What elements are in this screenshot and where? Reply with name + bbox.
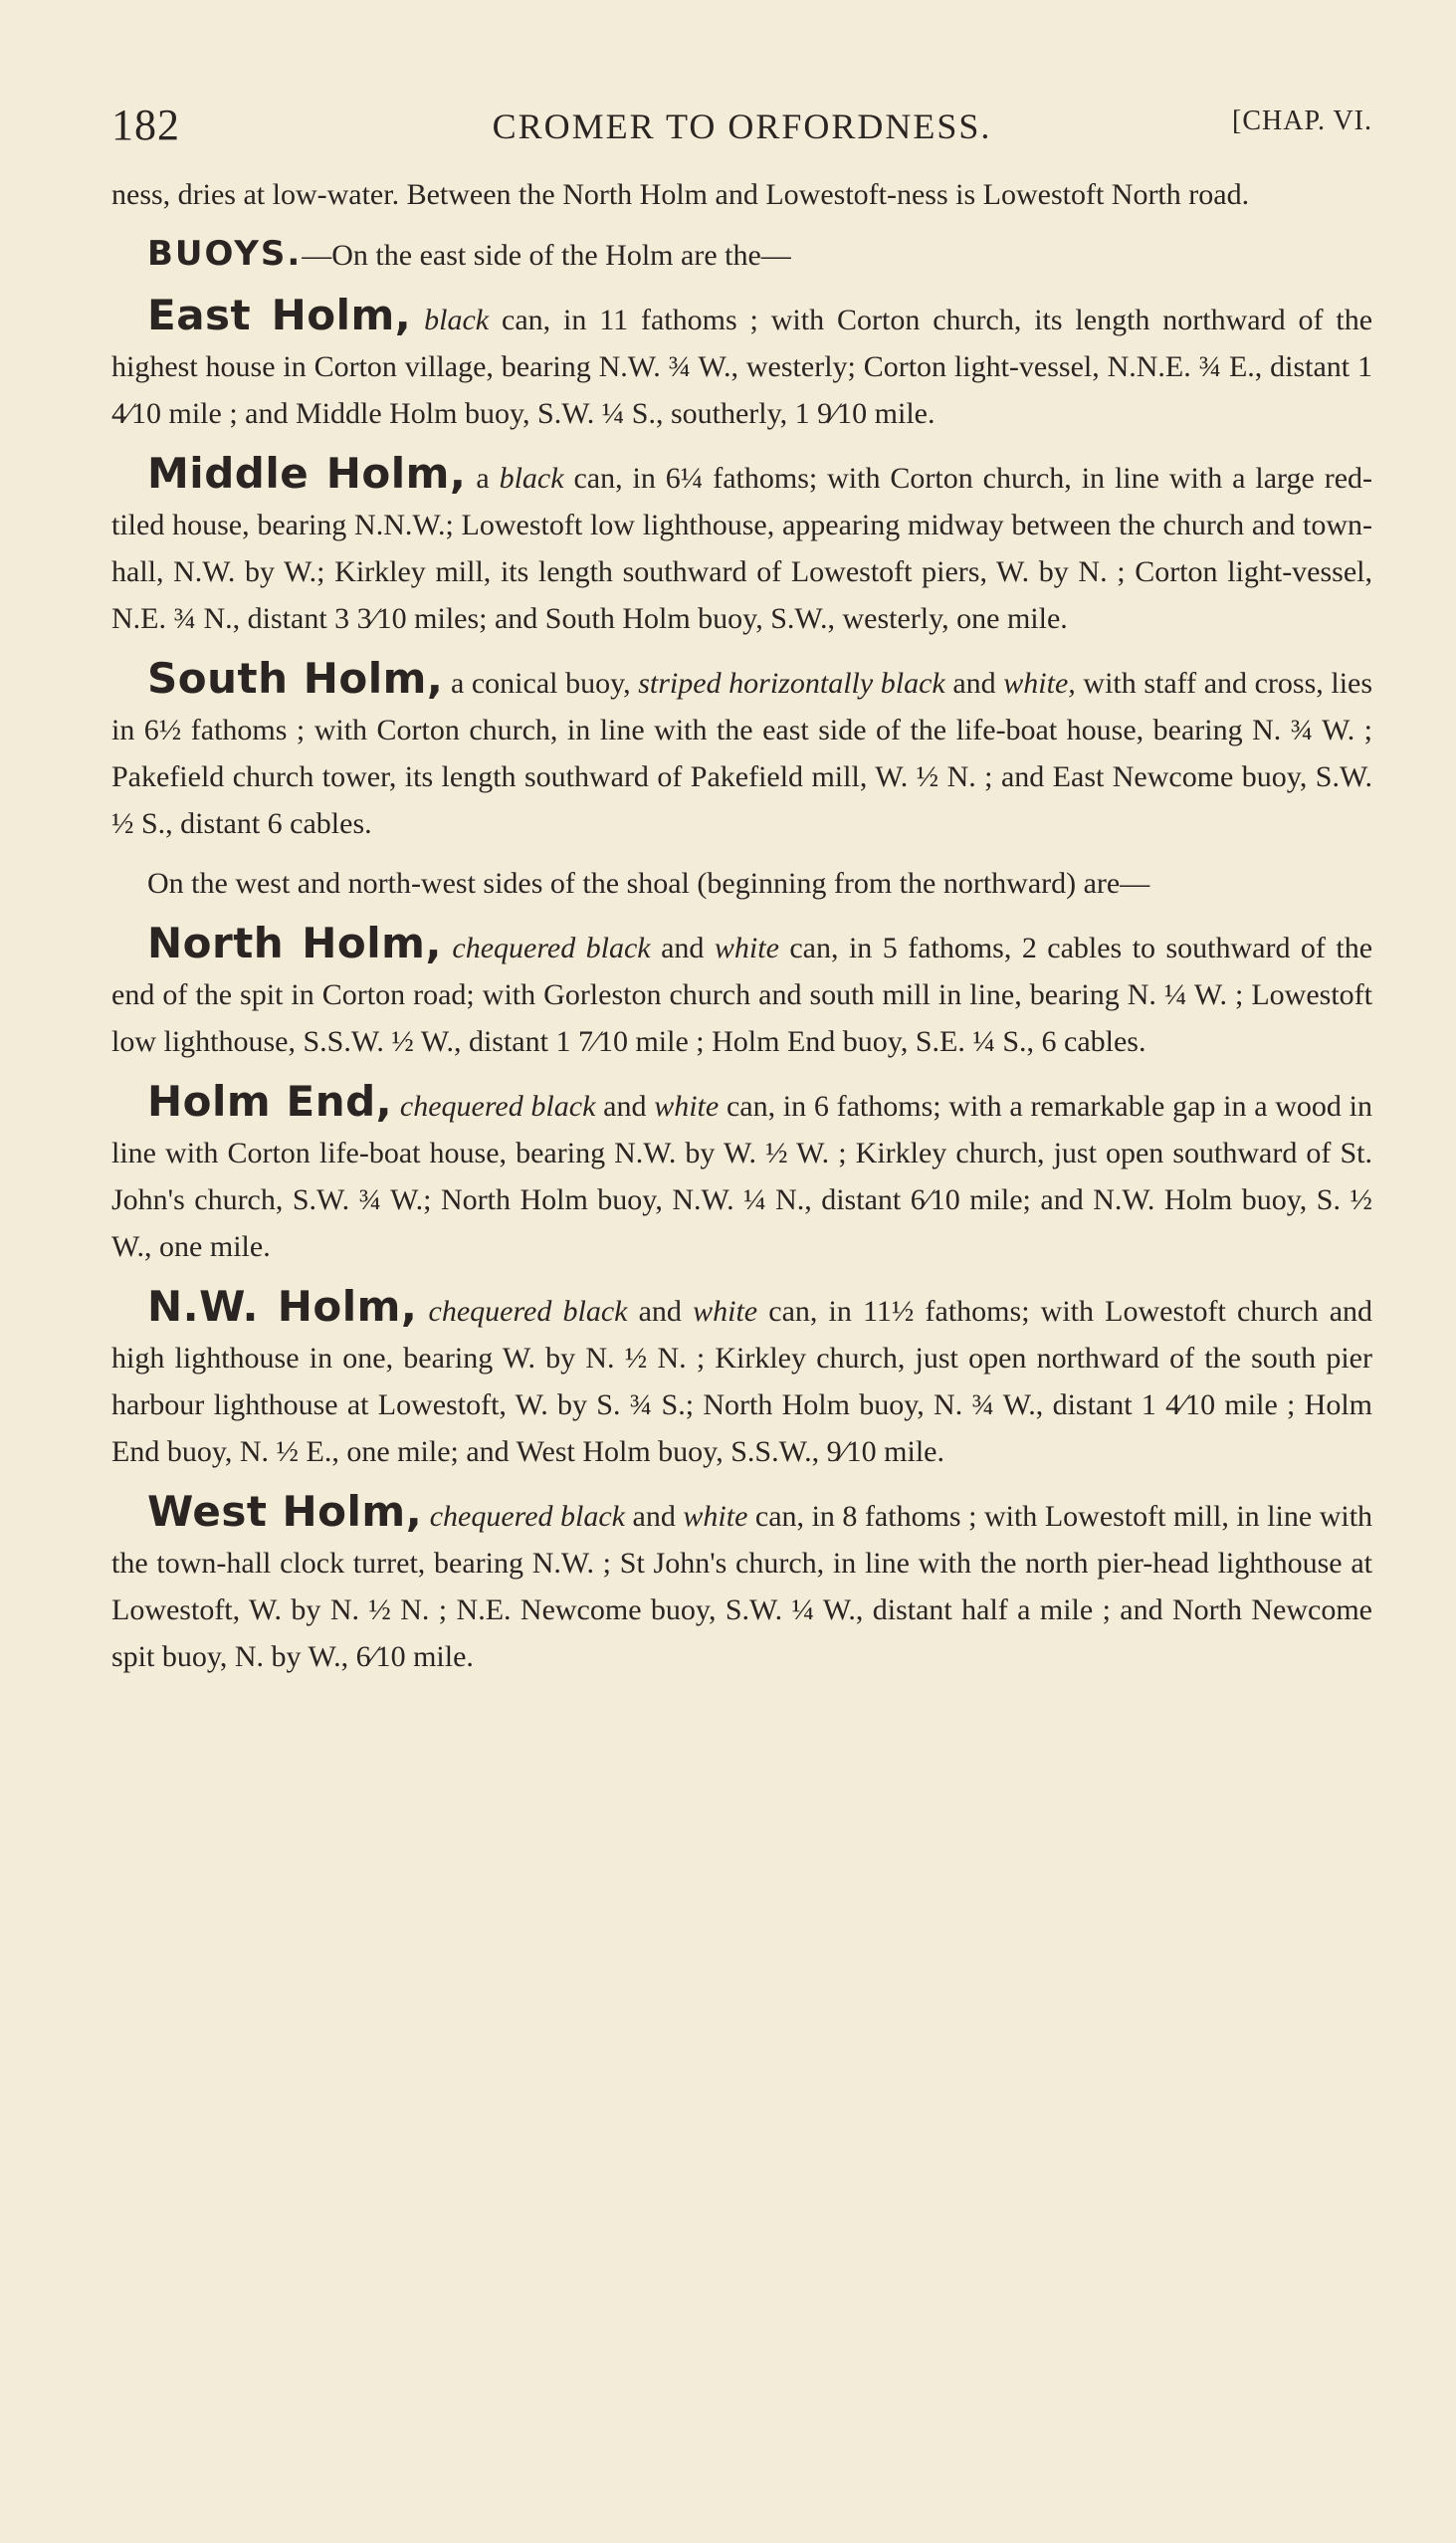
paragraph-text: can, in 5 fathoms, 2 cables to southward of the end of the spit in Corton road; with Gorleston church and south mill in line, bearing N. ¼ W. ; Lowestoft low lighthouse, S.S.W. ½ W., distant 1 7⁄10 mile ; Holm End buoy, S.E. ¼ S., 6 cables. (111, 932, 1373, 1058)
paragraph-text: can, in 11½ fathoms; with Lowestoft church and high lighthouse in one, bearing W. by N. ½ N. ; Kirkley church, just open northward of the south pier harbour lighthouse at Lowestoft, W. by S. ¾ S.; North Holm buoy, N. ¾ W., distant 1 4⁄10 mile ; Holm End buoy, N. ½ E., one mile; and West Holm buoy, S.S.W., 9⁄10 mile. (111, 1295, 1373, 1468)
buoy-pattern: chequered black (399, 1090, 596, 1123)
article: a (476, 462, 490, 495)
buoy-pattern: chequered black (429, 1500, 625, 1533)
buoy-colour: white, (1003, 667, 1076, 700)
paragraph-text: On the west and north-west sides of the shoal (beginning from the northward) are— (147, 867, 1150, 900)
buoy-type: a conical buoy, (450, 667, 631, 700)
buoy-name: North Holm, (147, 919, 442, 967)
paragraph-holm-end (111, 1078, 1372, 1270)
paragraph-middle-holm (111, 450, 1372, 642)
buoy-colour: white (714, 932, 779, 964)
paragraph-nw-holm (111, 1283, 1372, 1475)
buoy-pattern: striped horizontally black (638, 667, 945, 700)
paragraph-text: can, in 6¼ fathoms; with Corton church, in line with a large red-tiled house, bearing N.N.W.; Lowestoft low lighthouse, appearing midway between the church and town-hall, N.W. by W.; Kirkley mill, its length southward of Lowestoft piers, W. by N. ; Corton light-vessel, N.E. ¾ N., distant 3 3⁄10 miles; and South Holm buoy, S.W., westerly, one mile. (111, 462, 1373, 635)
buoy-colour: white (683, 1500, 748, 1533)
paragraph-text: can, in 11 fathoms ; with Corton church, its length northward of the highest house in Corton village, bearing N.W. ¾ W., westerly; Corton light-vessel, N.N.E. ¾ E., distant 1 4⁄10 mile ; and Middle Holm buoy, S.W. ¼ S., southerly, 1 9⁄10 mile. (111, 304, 1373, 430)
running-head (111, 100, 1372, 171)
chapter-marker: [CHAP. VI. (1232, 106, 1372, 136)
paragraph-buoys-heading (111, 231, 1372, 279)
paragraph-text: —On the east side of the Holm are the— (302, 239, 791, 272)
buoy-pattern: chequered black (428, 1295, 628, 1328)
conjunction: and (952, 667, 996, 700)
page-number: 182 (111, 101, 180, 149)
conjunction: and (632, 1500, 676, 1533)
conjunction: and (661, 932, 705, 964)
buoy-name: Middle Holm, (147, 449, 467, 498)
buoy-colour: white (654, 1090, 720, 1123)
buoy-pattern: chequered black (452, 932, 651, 964)
paragraph-text: with staff and cross, lies in 6½ fathoms ; with Corton church, in line with the east side of the life-boat house, bearing N. ¾ W. ; Pakefield church tower, its length southward of Pakefield mill, W. ½ N. ; and East Newcome buoy, S.W. ½ S., distant 6 cables. (111, 667, 1373, 840)
buoy-name: N.W. Holm, (147, 1282, 418, 1331)
buoy-name: South Holm, (147, 654, 444, 703)
body-text (111, 171, 1372, 1680)
section-heading: BUOYS. (147, 234, 303, 274)
paragraph-text: ness, dries at low-water. Between the North Holm and Lowestoft-ness is Lowestoft North road. (111, 178, 1250, 211)
running-title: CROMER TO ORFORDNESS. (492, 106, 992, 146)
buoy-name: East Holm, (147, 291, 412, 339)
paragraph-south-holm (111, 655, 1372, 847)
paragraph-continuation (111, 171, 1372, 218)
paragraph-east-holm (111, 292, 1372, 437)
buoy-colour: black (424, 304, 490, 336)
buoy-name: Holm End, (147, 1077, 393, 1126)
conjunction: and (638, 1295, 682, 1328)
paragraph-text: can, in 8 fathoms ; with Lowestoft mill, in line with the town-hall clock turret, bearing N.W. ; St John's church, in line with the north pier-head lighthouse at Lowestoft, W. by N. ½ N. ; N.E. Newcome buoy, S.W. ¼ W., distant half a mile ; and North Newcome spit buoy, N. by W., 6⁄10 mile. (111, 1500, 1373, 1673)
paragraph-west-side-intro (111, 860, 1372, 907)
buoy-colour: white (693, 1295, 758, 1328)
buoy-name: West Holm, (147, 1487, 423, 1536)
paragraph-north-holm (111, 920, 1372, 1065)
paragraph-west-holm (111, 1488, 1372, 1680)
paragraph-text: can, in 6 fathoms; with a remarkable gap in a wood in line with Corton life-boat house, bearing N.W. by W. ½ W. ; Kirkley church, just open southward of St. John's church, S.W. ¾ W.; North Holm buoy, N.W. ¼ N., distant 6⁄10 mile; and N.W. Holm buoy, S. ½ W., one mile. (111, 1090, 1372, 1263)
buoy-colour: black (499, 462, 564, 495)
conjunction: and (603, 1090, 647, 1123)
